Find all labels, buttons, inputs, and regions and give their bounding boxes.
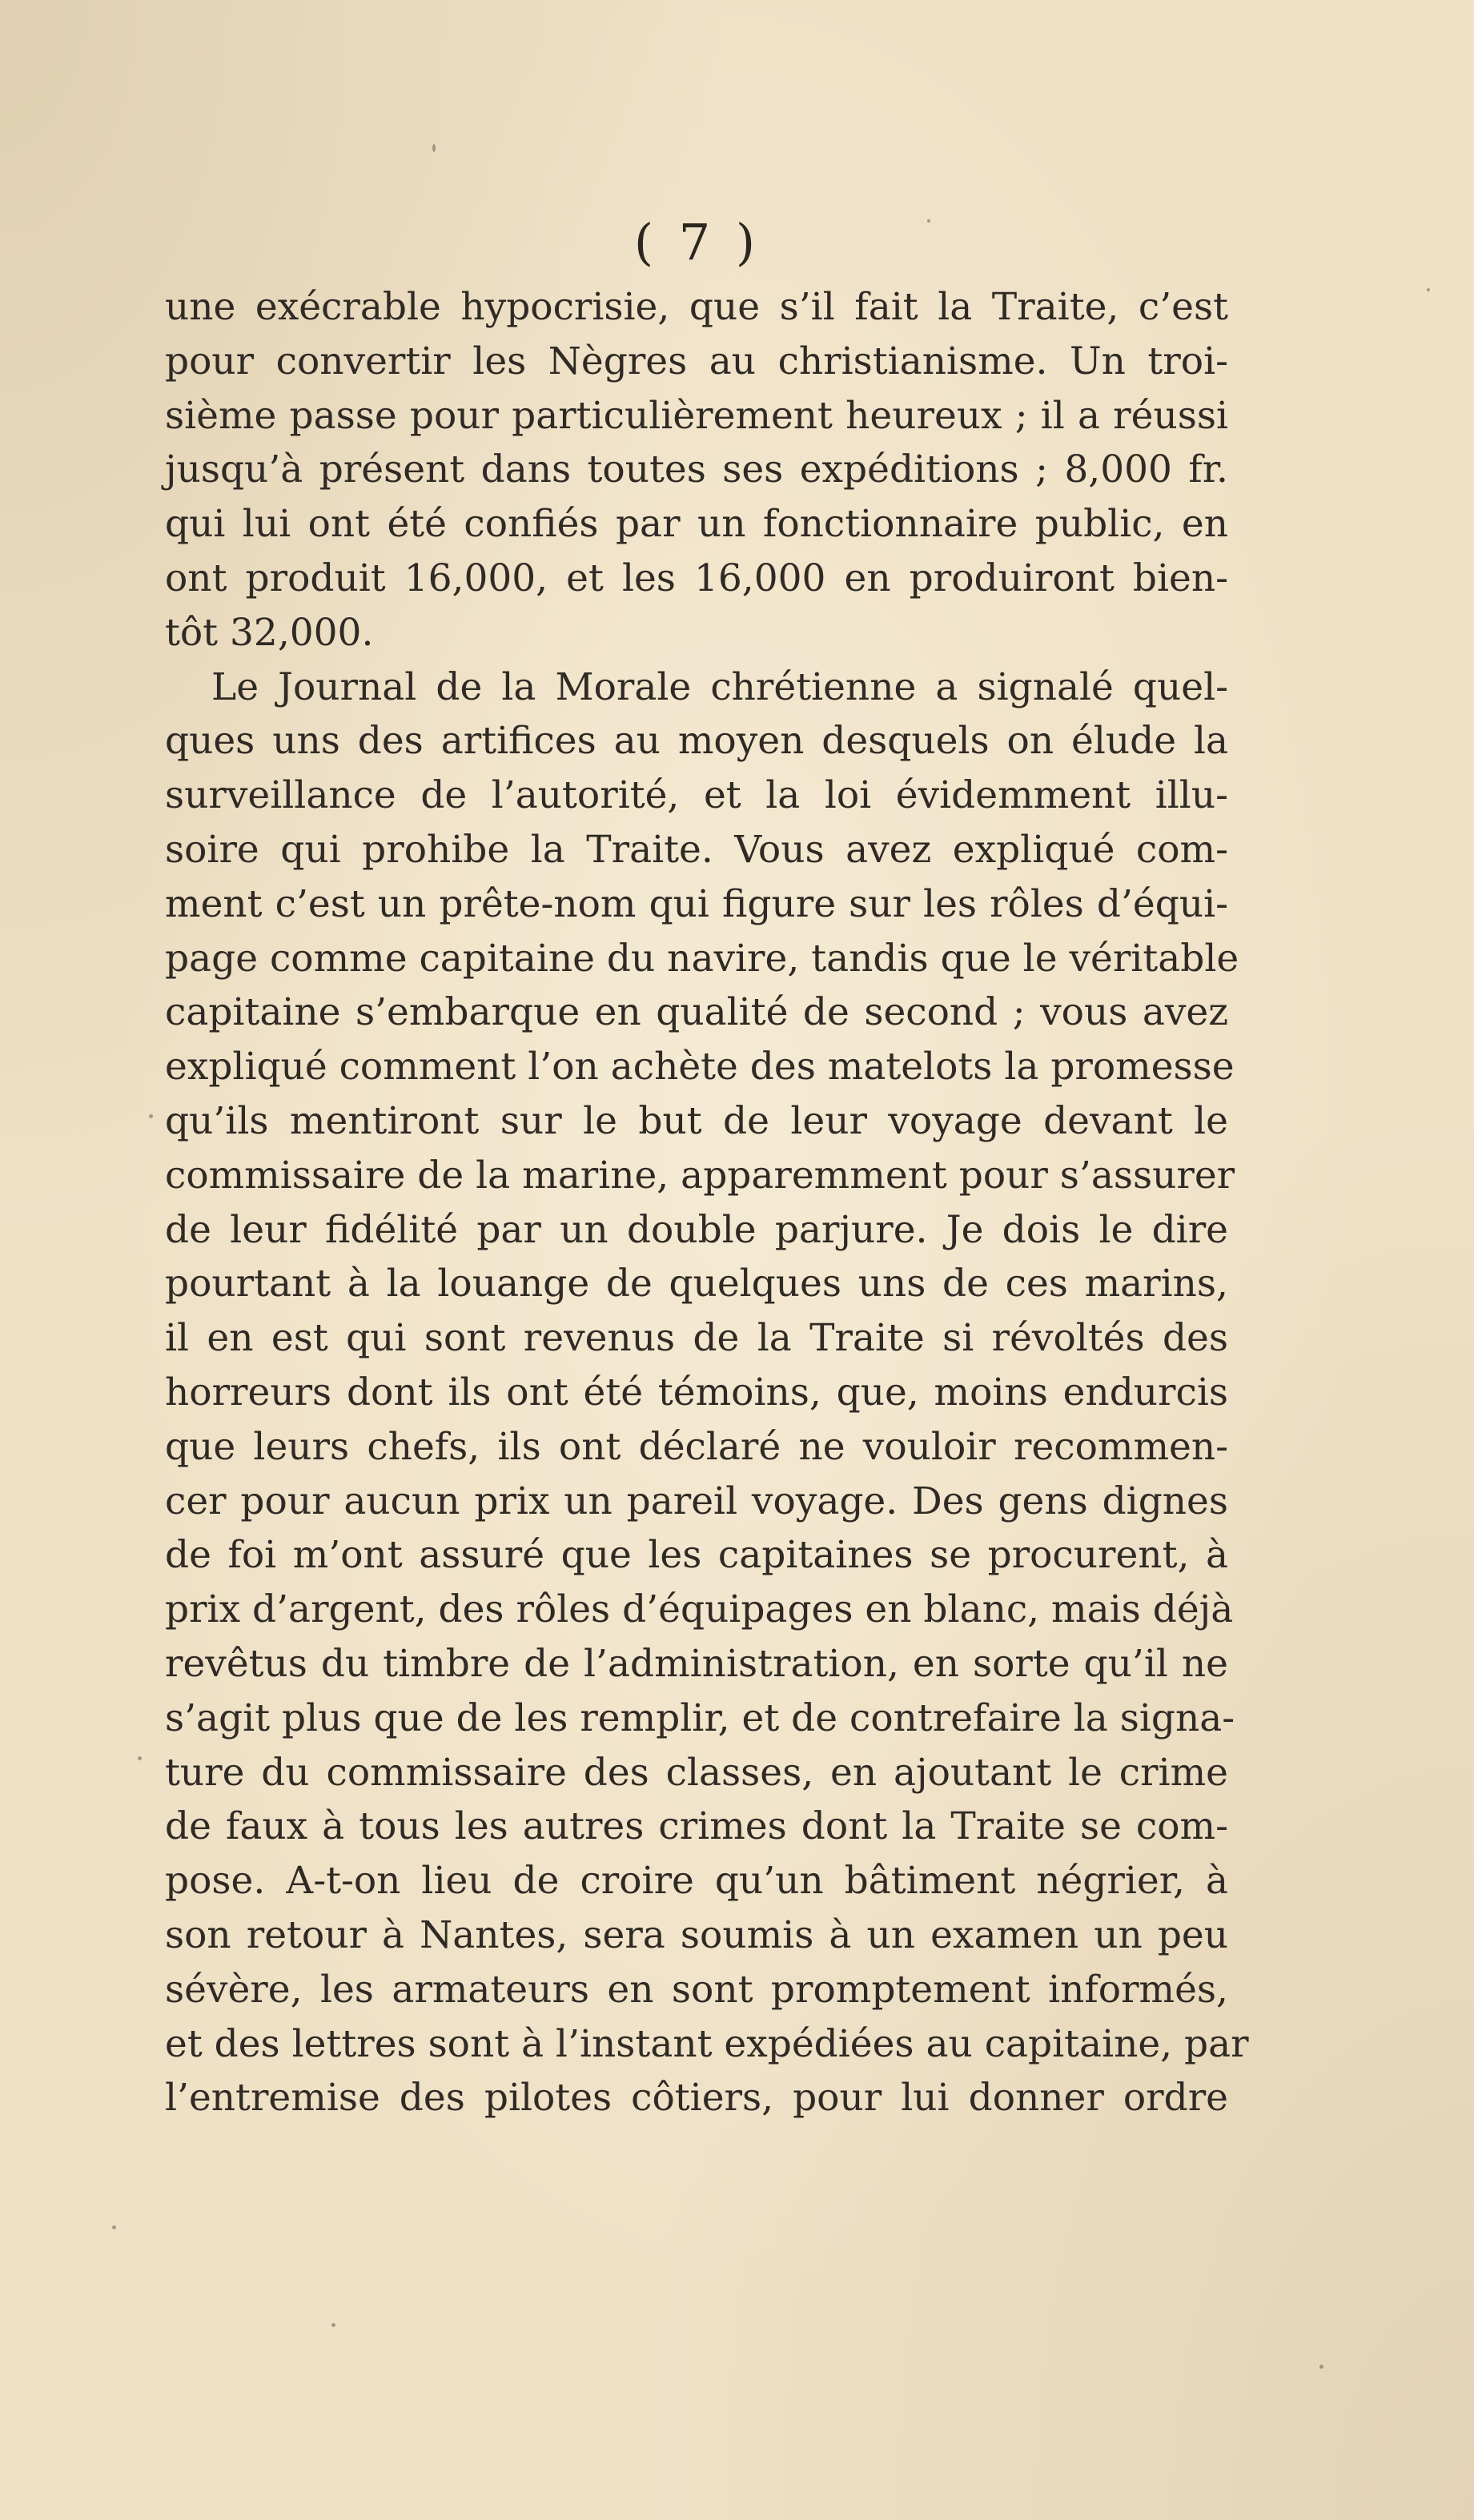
text-line: de faux à tous les autres crimes dont la Traite se com- <box>165 1804 1228 1849</box>
text-line: revêtus du timbre de l’administration, en sorte qu’il ne <box>165 1641 1228 1686</box>
text-line: expliqué comment l’on achète des matelots la promesse <box>165 1045 1235 1089</box>
text-line: de foi m’ont assuré que les capitaines se procurent, à <box>165 1533 1228 1578</box>
text-line: de leur fidélité par un double parjure. Je dois le dire <box>165 1207 1228 1252</box>
paper-speck <box>149 1114 153 1118</box>
paper-speck <box>927 219 930 223</box>
text-line: s’agit plus que de les remplir, et de contrefaire la signa- <box>165 1695 1235 1740</box>
text-line: horreurs dont ils ont été témoins, que, moins endurcis <box>165 1370 1228 1414</box>
text-line: l’entremise des pilotes côtiers, pour lui donner ordre <box>165 2076 1228 2121</box>
text-line: surveillance de l’autorité, et la loi évidemment illu- <box>165 773 1228 818</box>
text-line: ture du commissaire des classes, en ajoutant le crime <box>165 1750 1228 1795</box>
page-number: ( 7 ) <box>633 213 761 271</box>
text-line: que leurs chefs, ils ont déclaré ne vouloir recommen- <box>165 1424 1228 1469</box>
text-line: une exécrable hypocrisie, que s’il fait la Traite, c’est <box>165 285 1228 329</box>
text-line: prix d’argent, des rôles d’équipages en blanc, mais déjà <box>165 1587 1234 1632</box>
text-line: page comme capitaine du navire, tandis que le véritable <box>165 936 1239 981</box>
text-line: commissaire de la marine, apparemment pour s’assurer <box>165 1153 1235 1198</box>
text-line: jusqu’à présent dans toutes ses expéditions ; 8,000 fr. <box>165 447 1228 492</box>
paper-speck <box>112 2225 116 2229</box>
text-line: sième passe pour particulièrement heureux ; il a réussi <box>165 393 1228 438</box>
text-line: tôt 32,000. <box>165 610 374 655</box>
text-line: il en est qui sont revenus de la Traite si révoltés des <box>165 1316 1228 1361</box>
text-line: pourtant à la louange de quelques uns de ces marins, <box>165 1262 1228 1306</box>
text-line: son retour à Nantes, sera soumis à un examen un peu <box>165 1912 1228 1957</box>
paper-speck <box>1427 288 1430 291</box>
paper-speck <box>331 2323 335 2327</box>
text-line: soire qui prohibe la Traite. Vous avez expliqué com- <box>165 827 1228 872</box>
text-line: sévère, les armateurs en sont promptement informés, <box>165 1967 1228 2012</box>
text-line: et des lettres sont à l’instant expédiées au capitaine, par <box>165 2021 1249 2066</box>
text-line: cer pour aucun prix un pareil voyage. Des gens dignes <box>165 1479 1228 1523</box>
text-line: pose. A-t-on lieu de croire qu’un bâtiment négrier, à <box>165 1859 1228 1904</box>
text-line: pour convertir les Nègres au christianisme. Un troi- <box>165 339 1228 383</box>
text-line: ques uns des artifices au moyen desquels on élude la <box>165 719 1228 764</box>
paper-speck <box>138 1756 142 1760</box>
paper-speck <box>432 144 436 152</box>
text-line: qui lui ont été confiés par un fonctionnaire public, en <box>165 502 1228 547</box>
text-line: ont produit 16,000, et les 16,000 en produiront bien- <box>165 556 1228 600</box>
text-line: capitaine s’embarque en qualité de second ; vous avez <box>165 990 1228 1035</box>
text-line: ment c’est un prête-nom qui figure sur les rôles d’équi- <box>165 881 1228 926</box>
text-line: qu’ils mentiront sur le but de leur voyage devant le <box>165 1098 1228 1143</box>
paragraph-start-line: Le Journal de la Morale chrétienne a signalé quel- <box>211 664 1228 709</box>
body-text <box>165 280 1249 2125</box>
paper-speck <box>1319 2365 1323 2369</box>
